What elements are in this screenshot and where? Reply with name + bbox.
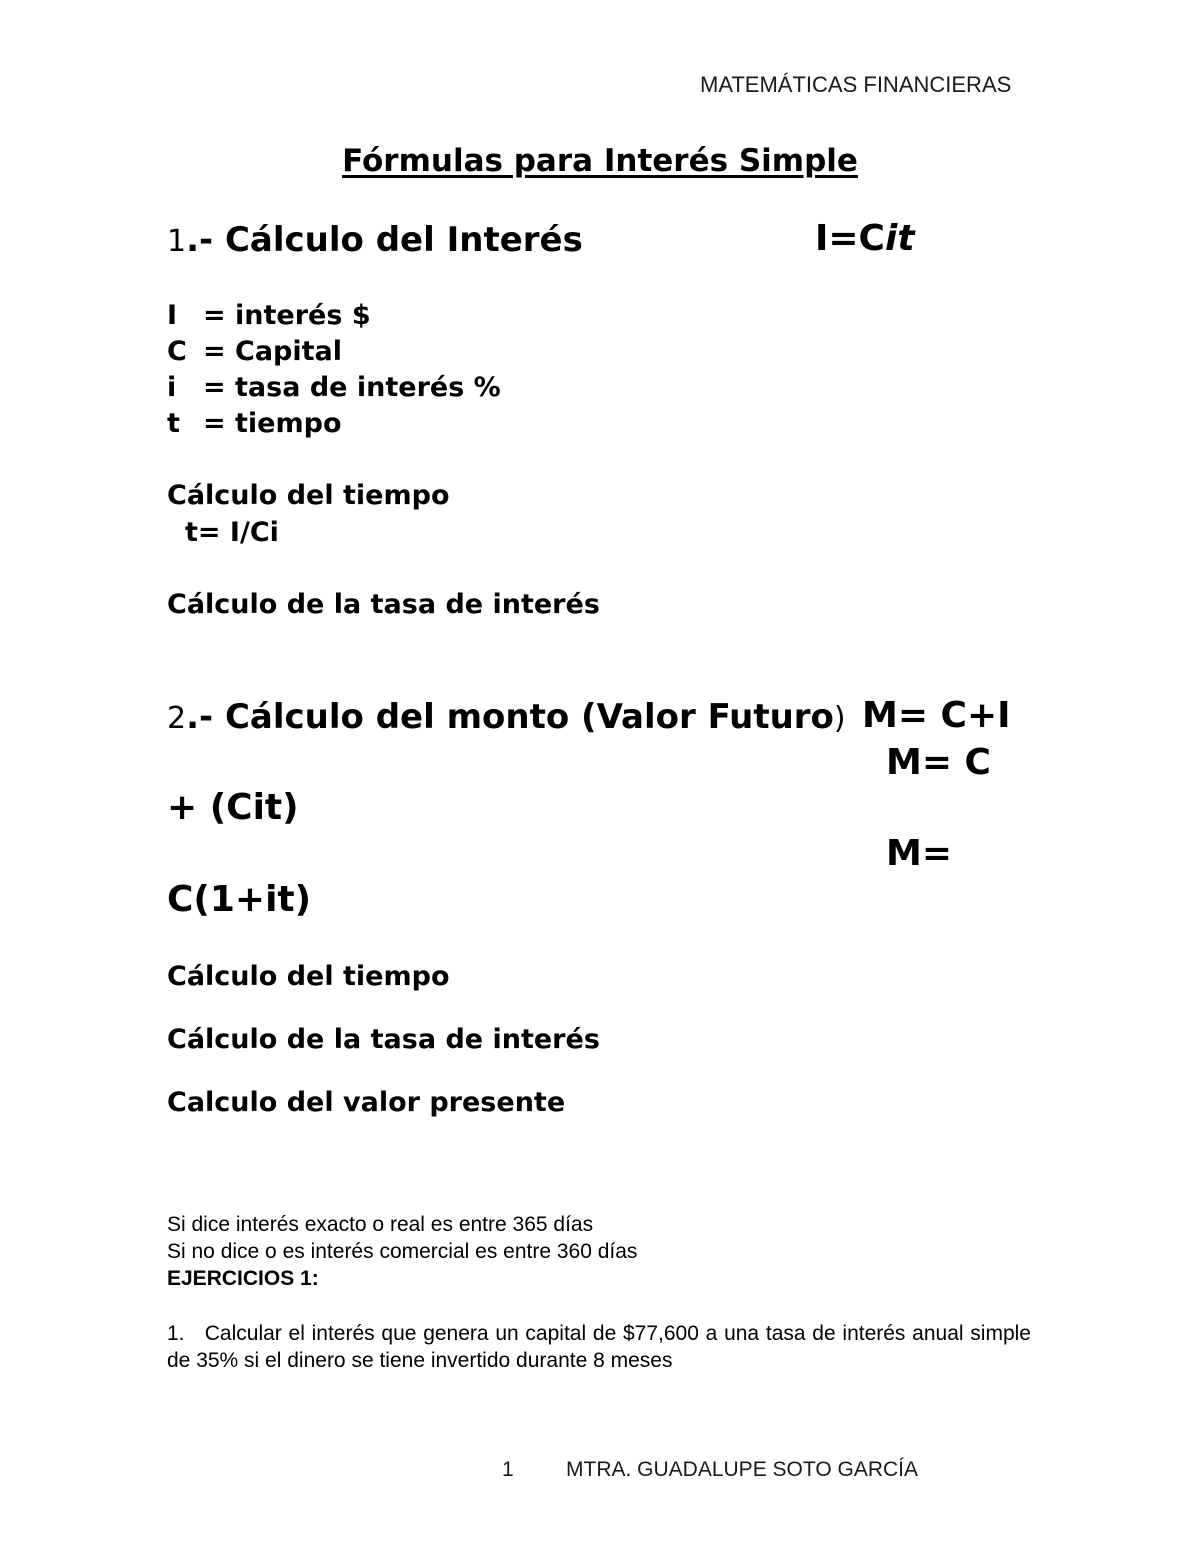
definition-text: = Capital — [203, 336, 343, 367]
interest-formula-main: I=C — [815, 218, 885, 259]
page-title: Fórmulas para Interés Simple — [342, 143, 858, 179]
section2-heading-paren: ) — [833, 701, 846, 736]
section2-heading-text: .- Cálculo del monto (Valor Futuro — [186, 697, 834, 737]
section2-heading — [167, 697, 846, 737]
definition-symbol: i — [167, 372, 177, 403]
time-calc-heading: Cálculo del tiempo — [167, 480, 450, 511]
interest-formula — [815, 218, 915, 259]
footer-author: MTRA. GUADALUPE SOTO GARCÍA — [566, 1458, 919, 1481]
amount-formula-3a: M= — [886, 833, 952, 874]
amount-formula-1: M= C+I — [862, 695, 1011, 736]
definition-symbol: t — [167, 408, 180, 439]
definition-row — [167, 298, 501, 334]
definition-row — [167, 334, 501, 370]
time-calc-heading-2: Cálculo del tiempo — [167, 961, 450, 992]
exercise-1-text: Calcular el interés que genera un capital de $77,600 a una tasa de interés anual simple de 35% si el dinero se tiene invertido durante 8 meses — [167, 1322, 1031, 1372]
definition-row — [167, 370, 501, 406]
section2-number: 2 — [167, 701, 187, 736]
interest-formula-italic: it — [884, 218, 915, 259]
note-commercial-interest: Si no dice o es interés comercial es entre 360 días — [167, 1240, 638, 1263]
rate-calc-heading-2: Cálculo de la tasa de interés — [167, 1024, 600, 1055]
page-number: 1 — [502, 1458, 514, 1481]
section1-heading-text: .- Cálculo del Interés — [186, 220, 583, 260]
amount-formula-2b: + (Cit) — [167, 787, 299, 828]
amount-formula-2a: M= C — [886, 742, 991, 783]
running-header: MATEMÁTICAS FINANCIERAS — [700, 72, 1012, 97]
exercise-1 — [167, 1320, 1031, 1374]
exercises-heading: EJERCICIOS 1: — [167, 1267, 319, 1290]
definition-text: = tiempo — [203, 408, 342, 439]
notes — [167, 1211, 637, 1292]
time-formula: t= I/Ci — [185, 517, 279, 548]
rate-calc-heading: Cálculo de la tasa de interés — [167, 589, 600, 620]
present-value-heading: Calculo del valor presente — [167, 1087, 566, 1118]
section1-heading — [167, 220, 583, 260]
section1-number: 1 — [167, 224, 187, 259]
amount-formula-3b: C(1+it) — [167, 879, 312, 920]
definition-symbol: I — [167, 300, 178, 331]
definition-row — [167, 406, 501, 442]
definition-symbol: C — [167, 336, 187, 367]
variable-definitions — [167, 298, 501, 442]
exercise-1-number: 1. — [167, 1322, 185, 1345]
definition-text: = interés $ — [203, 300, 371, 331]
definition-text: = tasa de interés % — [203, 372, 501, 403]
note-exact-interest: Si dice interés exacto o real es entre 365 días — [167, 1213, 594, 1236]
